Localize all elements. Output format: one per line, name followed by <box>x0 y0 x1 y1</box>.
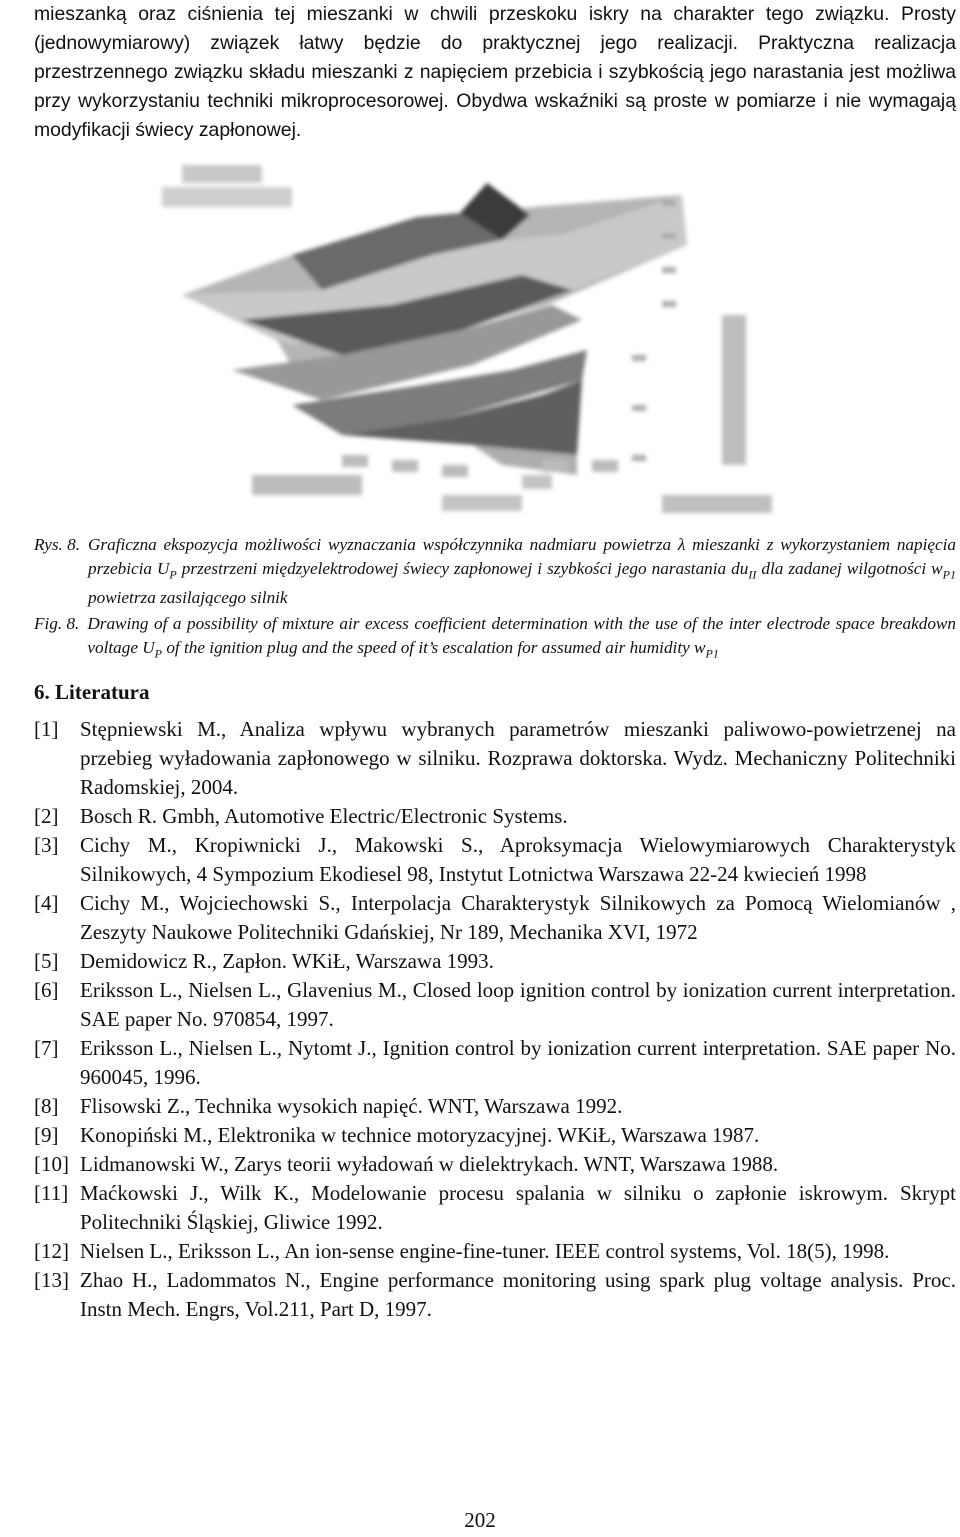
reference-item <box>34 802 956 831</box>
intro-paragraph: mieszanką oraz ciśnienia tej mieszanki w chwili przeskoku iskry na charakter tego związku. Prosty (jednowymiarowy) związek łatwy będzie do praktycznej jego realizacji. Praktyczna realizacja przestrzennego związku składu mieszanki z napięciem przebicia i szybkością jego narastania jest możliwa przy wykorzystaniu techniki mikroprocesorowej. Obydwa wskaźniki są proste w pomiarze i nie wymagają modyfikacji świecy zapłonowej. <box>34 3 956 141</box>
caption-english-text: Drawing of a possibility of mixture air excess coefficient determination with the use of the inter electrode space breakdown voltage $U_P$ of the ignition plug and the speed of it’s escalation for assumed air humidity $w_{P1}$ <box>87 614 956 661</box>
reference-item <box>34 1034 956 1092</box>
caption-english-label: Fig. 8. <box>34 614 80 634</box>
caption-english <box>34 612 956 665</box>
reference-number: [10] <box>34 1151 69 1176</box>
reference-list <box>34 715 956 1324</box>
reference-number: [3] <box>34 832 59 857</box>
reference-item <box>34 1092 956 1121</box>
section-heading-literatura: 6. Literatura <box>34 679 150 704</box>
caption-polish-text: Graficzna ekspozycja możliwości wyznaczania współczynnika nadmiaru powietrza λ mieszanki z wykorzystaniem napięcia przebicia $U_P$ przestrzeni międzyelektrodowej świecy zapłonowej i szybkości jego narastania $du_{II}$ dla zadanej wilgotności $w_{P1}$ powietrza zasilającego silnik <box>88 535 956 608</box>
reference-number: [12] <box>34 1238 69 1263</box>
reference-item <box>34 1237 956 1266</box>
reference-number: [11] <box>34 1180 69 1205</box>
reference-text: Lidmanowski W., Zarys teorii wyładowań w dielektrykach. WNT, Warszawa 1988. <box>80 1151 779 1176</box>
reference-text: Flisowski Z., Technika wysokich napięć. WNT, Warszawa 1992. <box>80 1093 623 1118</box>
reference-number: [8] <box>34 1093 59 1118</box>
figure-surface-plot <box>142 155 822 525</box>
reference-number: [5] <box>34 948 59 973</box>
reference-item <box>34 976 956 1034</box>
reference-item <box>34 1266 956 1324</box>
reference-text: Demidowicz R., Zapłon. WKiŁ, Warszawa 1993. <box>80 948 494 973</box>
reference-number: [7] <box>34 1035 59 1060</box>
reference-item <box>34 1179 956 1237</box>
reference-number: [4] <box>34 890 59 915</box>
reference-text: Stępniewski M., Analiza wpływu wybranych parametrów mieszanki paliwowo-powietrzenej na przebieg wyładowania zapłonowego w silniku. Rozprawa doktorska. Wydz. Mechaniczny Politechniki Radomskiej, 2004. <box>80 716 956 799</box>
reference-number: [9] <box>34 1122 59 1147</box>
reference-number: [2] <box>34 803 59 828</box>
reference-text: Nielsen L., Eriksson L., An ion-sense engine-fine-tuner. IEEE control systems, Vol. 18(5), 1998. <box>80 1238 890 1263</box>
reference-text: Konopiński M., Elektronika w technice motoryzacyjnej. WKiŁ, Warszawa 1987. <box>80 1122 760 1147</box>
reference-text: Maćkowski J., Wilk K., Modelowanie procesu spalania w silniku o zapłonie iskrowym. Skrypt Politechniki Śląskiej, Gliwice 1992. <box>80 1180 956 1234</box>
reference-text: Zhao H., Ladommatos N., Engine performance monitoring using spark plug voltage analysis. Proc. Instn Mech. Engrs, Vol.211, Part D, 1997. <box>80 1267 956 1321</box>
reference-text: Cichy M., Kropiwnicki J., Makowski S., Aproksymacja Wielowymiarowych Charakterystyk Silnikowych, 4 Sympozium Ekodiesel 98, Instytut Lotnictwa Warszawa 22-24 kwiecień 1998 <box>80 832 956 886</box>
reference-number: [6] <box>34 977 59 1002</box>
reference-item <box>34 715 956 802</box>
reference-item <box>34 889 956 947</box>
page-number: 202 <box>464 1508 496 1532</box>
reference-number: [13] <box>34 1267 69 1292</box>
reference-text: Bosch R. Gmbh, Automotive Electric/Electronic Systems. <box>80 803 568 828</box>
reference-item <box>34 831 956 889</box>
caption-polish <box>34 533 956 610</box>
reference-text: Cichy M., Wojciechowski S., Interpolacja Charakterystyk Silnikowych za Pomocą Wielomianów , Zeszyty Naukowe Politechniki Gdańskiej, Nr 189, Mechanika XVI, 1972 <box>80 890 956 944</box>
reference-text: Eriksson L., Nielsen L., Nytomt J., Ignition control by ionization current interpretation. SAE paper No. 960045, 1996. <box>80 1035 956 1089</box>
reference-item <box>34 947 956 976</box>
reference-item <box>34 1121 956 1150</box>
reference-item <box>34 1150 956 1179</box>
legend-blur-1 <box>182 165 262 183</box>
surface-plot-image <box>142 155 822 525</box>
reference-text: Eriksson L., Nielsen L., Glavenius M., Closed loop ignition control by ionization current interpretation. SAE paper No. 970854, 1997. <box>80 977 956 1031</box>
page-content <box>34 0 956 1324</box>
caption-polish-label: Rys. 8. <box>34 535 80 554</box>
legend-blur-2 <box>162 187 292 207</box>
reference-number: [1] <box>34 716 59 741</box>
